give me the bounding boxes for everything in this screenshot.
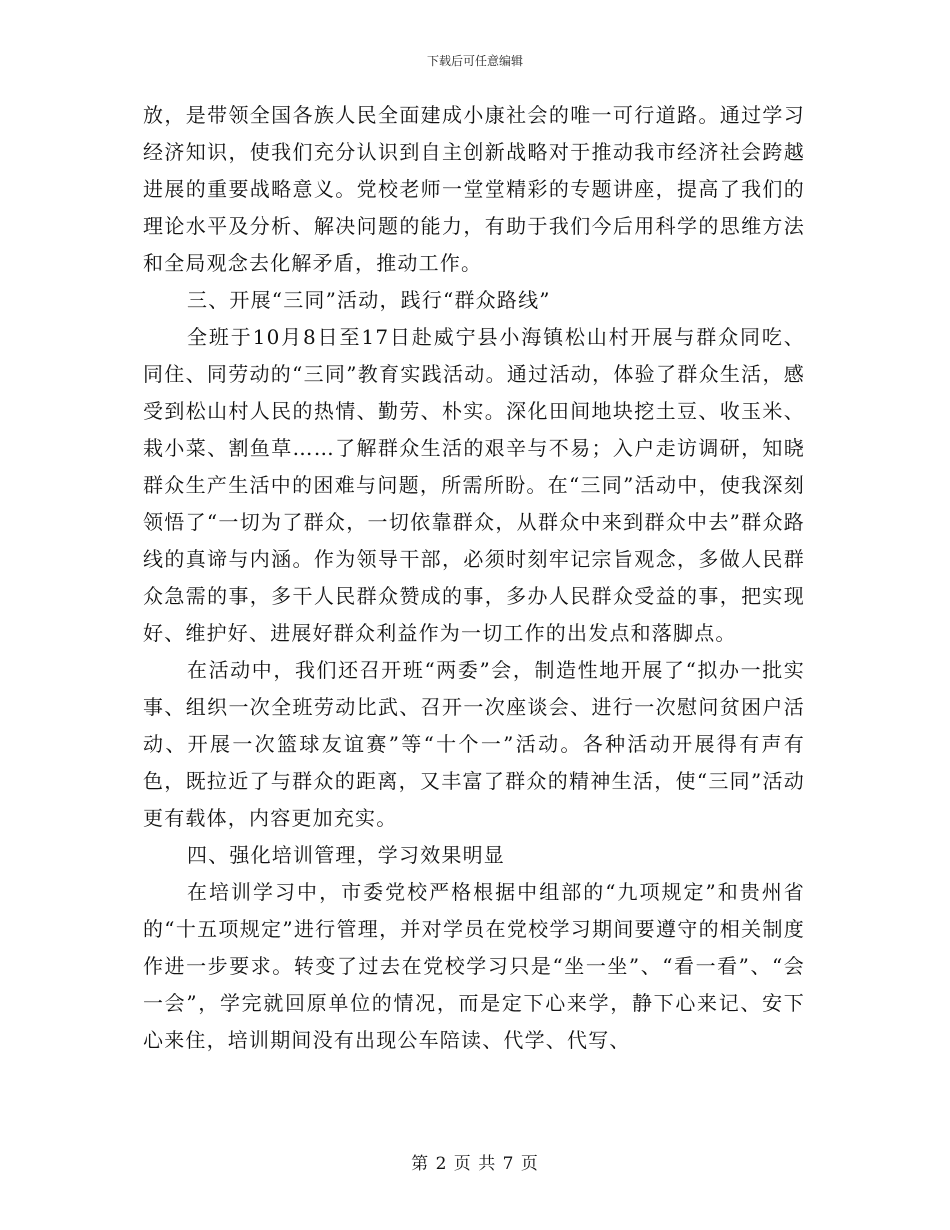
paragraph-training-management: 在培训学习中，市委党校严格根据中组部的“九项规定”和贵州省的“十五项规定”进行管理，并对学员在党校学习期间要遵守的相关制度作进一步要求。转变了过去在党校学习只是“坐一坐”、“看一看”、“会一会”，学完就回原单位的情况，而是定下心来学，静下心来记、安下心来住，培训期间没有出现公车陪读、代学、代写、 [143, 880, 805, 1052]
section-heading-3: 三、开展“三同”活动，践行“群众路线” [187, 288, 551, 312]
paragraph-continuation: 放，是带领全国各族人民全面建成小康社会的唯一可行道路。通过学习经济知识，使我们充分认识到自主创新战略对于推动我市经济社会跨越进展的重要战略意义。党校老师一堂堂精彩的专题讲座，提高了我们的理论水平及分析、解决问题的能力，有助于我们今后用科学的思维方法和全局观念去化解矛盾，推动工作。 [143, 103, 805, 275]
paragraph-sanTong-activity: 全班于10月8日至17日赴威宁县小海镇松山村开展与群众同吃、同住、同劳动的“三同”教育实践活动。通过活动，体验了群众生活，感受到松山村人民的热情、勤劳、朴实。深化田间地块挖土豆、收玉米、栽小菜、割鱼草……了解群众生活的艰辛与不易；入户走访调研，知晓群众生产生活中的困难与问题，所需所盼。在“三同”活动中，使我深刻领悟了“一切为了群众，一切依靠群众，从群众中来到群众中去”群众路线的真谛与内涵。作为领导干部，必须时刻牢记宗旨观念，多做人民群众急需的事，多干人民群众赞成的事，多办人民群众受益的事，把实现好、维护好、进展好群众利益作为一切工作的出发点和落脚点。 [143, 325, 805, 645]
page-footer-number: 第 2 页 共 7 页 [411, 1154, 539, 1174]
page-header-note: 下载后可任意编辑 [426, 54, 523, 68]
section-heading-4: 四、强化培训管理，学习效果明显 [187, 843, 505, 867]
paragraph-activities: 在活动中，我们还召开班“两委”会，制造性地开展了“拟办一批实事、组织一次全班劳动比武、召开一次座谈会、进行一次慰问贫困户活动、开展一次篮球友谊赛”等“十个一”活动。各种活动开展得有声有色，既拉近了与群众的距离，又丰富了群众的精神生活，使“三同”活动更有载体，内容更加充实。 [143, 658, 805, 830]
document-body [143, 97, 805, 1059]
